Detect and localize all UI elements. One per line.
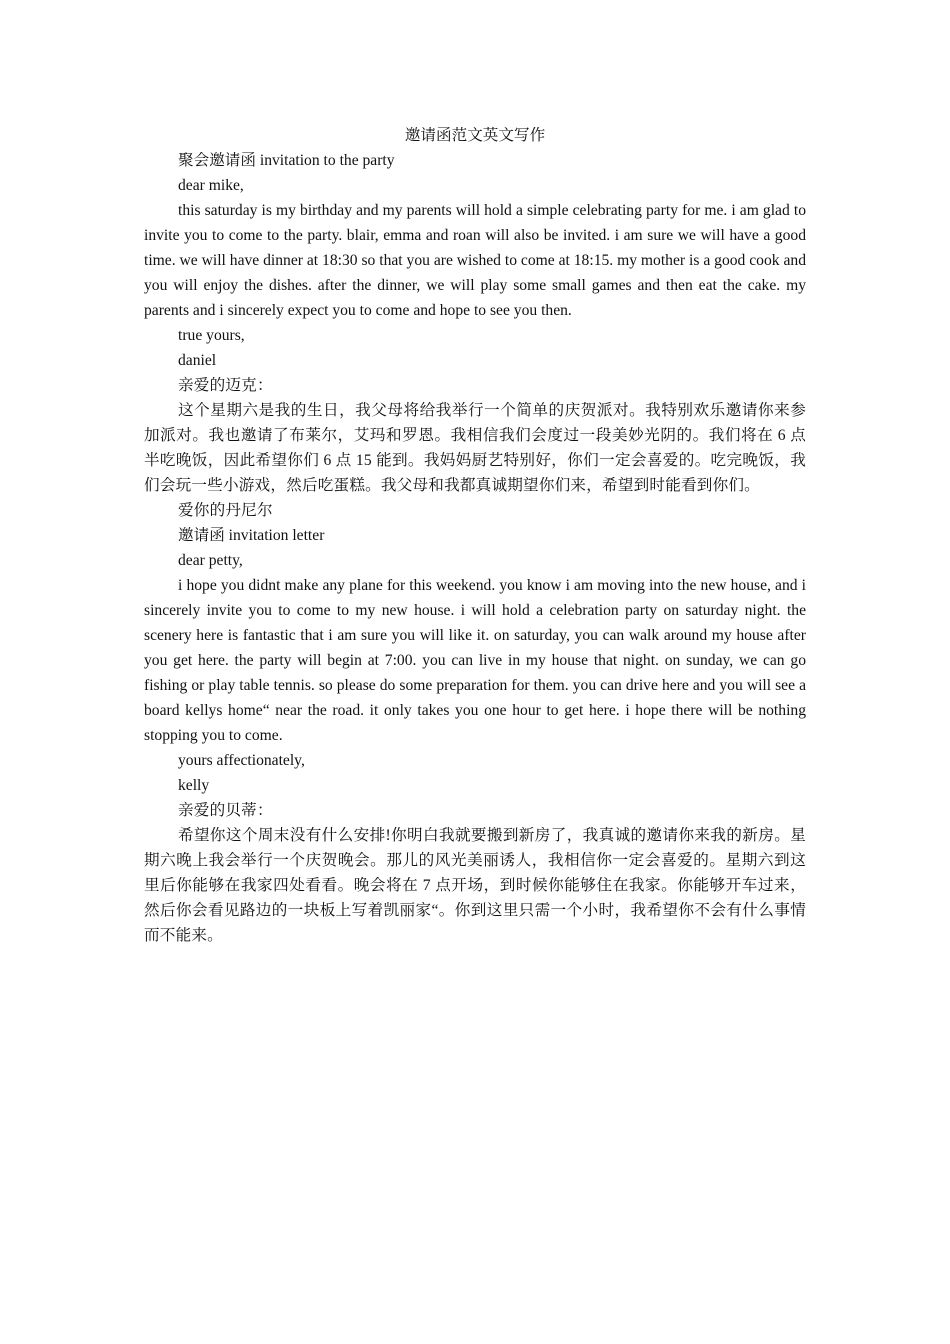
letter-body-chinese-1: 这个星期六是我的生日，我父母将给我举行一个简单的庆贺派对。我特别欢乐邀请你来参加派对。我也邀请了布莱尔，艾玛和罗恩。我相信我们会度过一段美妙光阴的。我们将在 6 点半吃晚饭，因此希望你们 6 点 15 能到。我妈妈厨艺特别好，你们一定会喜爱的。吃完晚饭，我们会玩一些小游戏，然后吃蛋糕。我父母和我都真诚期望你们来，希望到时能看到你们。 [144, 402, 806, 494]
salutation-chinese-mike: 亲爱的迈克： [178, 377, 273, 394]
salutation-dear-petty: dear petty, [178, 552, 243, 569]
letter-body-english-2: i hope you didnt make any plane for this weekend. you know i am moving into the new house, and i sincerely invite you to come to my new house. i will hold a celebration party on saturday night. the scenery here is fantastic that i am sure you will like it. on saturday, you can walk around my house after you get here. the party will begin at 7:00. you can live in my house that night. on sunday, we can go fishing or play table tennis. so please do some preparation for them. you can drive here and you will see a board kellys home“ near the road. it only takes you one hour to get here. i hope there will be nothing stopping you to come. [144, 577, 806, 744]
signature-chinese-daniel: 爱你的丹尼尔 [178, 502, 273, 519]
document-title: 邀请函范文英文写作 [404, 127, 546, 144]
closing-yours-affectionately: yours affectionately, [178, 752, 305, 769]
section-heading-party-invitation: 聚会邀请函 invitation to the party [178, 152, 395, 169]
salutation-dear-mike: dear mike, [178, 177, 244, 194]
signature-kelly: kelly [178, 777, 210, 794]
document-body [144, 123, 806, 948]
letter-body-chinese-2: 希望你这个周末没有什么安排!你明白我就要搬到新房了，我真诚的邀请你来我的新房。星期六晚上我会举行一个庆贺晚会。那儿的风光美丽诱人，我相信你一定会喜爱的。星期六到这里后你能够在我家四处看看。晚会将在 7 点开场，到时候你能够住在我家。你能够开车过来，然后你会看见路边的一块板上写着凯丽家“。你到这里只需一个小时，我希望你不会有什么事情而不能来。 [144, 827, 806, 944]
signature-daniel: daniel [178, 352, 217, 369]
closing-true-yours: true yours, [178, 327, 245, 344]
letter-body-english-1: this saturday is my birthday and my parents will hold a simple celebrating party for me. i am glad to invite you to come to the party. blair, emma and roan will also be invited. i am sure we will have a good time. we will have dinner at 18:30 so that you are wished to come at 18:15. my mother is a good cook and you will enjoy the dishes. after the dinner, we will play some small games and then eat the cake. my parents and i sincerely expect you to come and hope to see you then. [144, 202, 806, 319]
salutation-chinese-betty: 亲爱的贝蒂： [178, 802, 273, 819]
section-heading-invitation-letter: 邀请函 invitation letter [178, 527, 325, 544]
